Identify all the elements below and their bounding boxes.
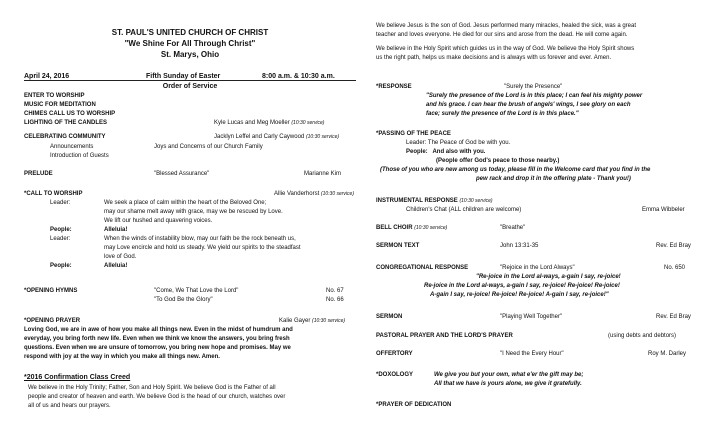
people-response-1: Alleluia! — [104, 227, 128, 233]
response-line-2: and his grace. I can hear the brush of angels' wings, I see glory on each — [426, 102, 631, 108]
announcements: Announcements — [50, 144, 94, 150]
bell-choir — [376, 224, 447, 232]
creed-line-3: all of us and hears our prayers. — [28, 403, 111, 409]
peace-people-label: People: — [406, 149, 428, 155]
joys-concerns: Joys and Concerns of our Church Family — [154, 144, 263, 150]
hymn-1-title: "Come, We That Love the Lord" — [154, 288, 239, 294]
prelude-title: "Blessed Assurance" — [154, 171, 210, 177]
lighting-note: (10:30 service) — [291, 120, 325, 126]
chat-leader: Emma Wibbeler — [642, 207, 685, 213]
prayer-line-2: everyday, you bring forth new life. Even when we think we know the answers, you bring fresh — [24, 336, 290, 342]
rejoice-line-2: Re-joice in the Lord al-ways, a-gain I say, re-joice! Re-joice! Re-joice! — [424, 283, 620, 289]
instrumental-response — [376, 197, 493, 205]
prayer-line-4: respond with joy at the way in which you make all things new. Amen. — [24, 354, 220, 360]
creed-line-1: We believe in the Holy Trinity; Father, Son and Holy Spirit. We believe God is the Father of all — [28, 385, 276, 391]
leader-line-2b: may Love encircle and hold us steady. We yield our spirits to the steadfast — [104, 245, 301, 251]
leader-label-1: Leader: — [50, 200, 71, 206]
creed-spirit-line-1: We believe in the Holy Spirit which guides us in the way of God. We believe the Holy Spirit shows — [376, 46, 635, 52]
chimes: CHIMES CALL US TO WORSHIP — [24, 111, 116, 117]
people-label-1: People: — [50, 227, 72, 233]
childrens-chat: Children's Chat (ALL children are welcome) — [406, 207, 522, 213]
call-leader-name: Allie Vanderhorst — [274, 191, 320, 197]
pastoral-prayer-heading: PASTORAL PRAYER AND THE LORD'S PRAYER — [376, 333, 513, 339]
leader-line-2c: love of God. — [104, 254, 137, 260]
lighting-candles: LIGHTING OF THE CANDLES — [24, 120, 107, 126]
prayer-line-3: questions. Even when we are unsure of tomorrow, you bring new hope and promises. May we — [24, 345, 291, 351]
response-line-1: "Surely the presence of the Lord is in this place; I can feel his mighty power — [426, 93, 643, 99]
church-motto: "We Shine For All Through Christ" — [124, 39, 256, 48]
offertory-title: "I Need the Every Hour" — [500, 351, 564, 357]
church-city: St. Marys, Ohio — [160, 50, 220, 59]
rejoice-line-3: A-gain I say, re-joice! Re-joice! Re-joice! A-gain I say, re-joice!" — [430, 292, 609, 298]
enter-to-worship: ENTER TO WORSHIP — [24, 93, 85, 99]
prayer-of-dedication-heading: *PRAYER OF DEDICATION — [376, 402, 452, 408]
creed-spirit-line-2: us the right path, helps us make decisions and is always with us forever and ever. Amen. — [376, 55, 612, 61]
peace-people-text: And also with you. — [432, 149, 486, 155]
leader-label-2: Leader: — [50, 236, 71, 242]
bell-choir-note: (10:30 service) — [414, 225, 448, 231]
rejoice-line-1: "Re-joice in the Lord al-ways, a-gain I say, re-joice! — [476, 274, 621, 280]
hymn-2-number: No. 66 — [326, 297, 344, 303]
peace-offer: (People offer God's peace to those nearby.) — [436, 158, 560, 164]
sermon-title: "Playing Well Together" — [500, 314, 563, 320]
opening-prayer: *OPENING PRAYER — [24, 318, 81, 324]
creed-jesus-line-1: We believe Jesus is the son of God. Jesus performed many miracles, healed the sick, was a great — [376, 23, 637, 29]
sermon-heading: SERMON — [376, 314, 403, 320]
response-title: "Surely the Presence" — [504, 84, 563, 90]
service-times: 8:00 a.m. & 10:30 a.m. — [262, 73, 335, 80]
date-rule — [24, 80, 356, 81]
offertory-heading: OFFERTORY — [376, 351, 413, 357]
sermon-pastor: Rev. Ed Bray — [656, 314, 691, 320]
celebrating-note: (10:30 service) — [305, 134, 340, 140]
prelude-performer: Marianne Kim — [304, 171, 342, 177]
leader-line-1c: We lift our hushed and quavering voices. — [104, 218, 213, 224]
opening-hymns: *OPENING HYMNS — [24, 288, 78, 294]
response-heading: *RESPONSE — [376, 84, 412, 90]
celebrating-who — [214, 133, 339, 141]
response-line-3: face; surely the presence of the Lord is in this place." — [426, 111, 579, 117]
bell-choir-title: "Breathe" — [500, 225, 526, 231]
peace-people — [406, 148, 485, 156]
prayer-who — [279, 317, 345, 325]
congregational-response-number: No. 650 — [664, 265, 686, 271]
confirmation-creed-heading: *2016 Confirmation Class Creed — [24, 374, 131, 381]
creed-jesus-line-2: teacher and loves everyone. He died for our sins and arose from the dead. He will come again. — [376, 32, 628, 38]
prayer-leader-name: Kalie Gayer — [279, 318, 311, 324]
leader-line-2a: When the winds of instability blow, may our faith be the rock beneath us, — [104, 236, 296, 242]
lighting-names: Kyle Lucas and Meg Moeller — [214, 120, 290, 126]
sermon-text-reference: John 13:31-35 — [500, 243, 539, 249]
offertory-composer: Roy M. Darley — [648, 351, 687, 357]
call-to-worship: *CALL TO WORSHIP — [24, 191, 83, 197]
lighting-who — [214, 119, 324, 127]
bell-choir-heading: BELL CHOIR — [376, 225, 413, 231]
instrumental-heading: INSTRUMENTAL RESPONSE — [376, 198, 458, 204]
prayer-line-1: Loving God, we are in awe of how you make all things new. Even in the midst of humdrum and — [24, 327, 293, 333]
peace-welcome-line-2: pew rack and drop it in the offering plate - Thank you!) — [476, 176, 631, 182]
peace-welcome-line-1: (Those of you who are new among us today, please fill in the Welcome card that you find in the — [380, 167, 651, 173]
congregational-response-heading: CONGREGATIONAL RESPONSE — [376, 265, 469, 271]
instrumental-note: (10:30 service) — [459, 198, 493, 204]
prelude: PRELUDE — [24, 171, 53, 177]
leader-line-1a: We seek a place of calm within the heart of the Beloved One; — [104, 200, 267, 206]
call-who — [274, 190, 354, 198]
order-of-service: Order of Service — [162, 83, 218, 90]
prayer-note: (10:30 service) — [312, 318, 346, 324]
doxology-heading: *DOXOLOGY — [376, 372, 414, 378]
celebrating-community: CELEBRATING COMMUNITY — [24, 134, 106, 140]
music-for-meditation: MUSIC FOR MEDITATION — [24, 102, 96, 108]
doxology-line-1: We give you but your own, what e'er the gift may be; — [434, 372, 584, 378]
sermon-text-heading: SERMON TEXT — [376, 243, 420, 249]
creed-line-2: people and creator of heaven and earth. We believe God is the head of our church, watches over — [28, 394, 286, 400]
call-note: (10:30 service) — [320, 191, 354, 197]
doxology-line-2: All that we have is yours alone, we give it gratefully. — [434, 381, 582, 387]
passing-peace-heading: *PASSING OF THE PEACE — [376, 131, 451, 137]
hymn-2-title: "To God Be the Glory" — [154, 297, 213, 303]
introduction-guests: Introduction of Guests — [50, 153, 109, 159]
sermon-text-pastor: Rev. Ed Bray — [656, 243, 691, 249]
leader-line-1b: may our shame melt away with grace, may we be rescued by Love. — [104, 209, 283, 215]
celebrating-names: Jacklyn Leffel and Carly Caywood — [214, 134, 305, 140]
service-date: April 24, 2016 — [24, 73, 70, 80]
people-label-2: People: — [50, 263, 72, 269]
people-response-2: Alleluia! — [104, 263, 128, 269]
pastoral-prayer-note: (using debts and debtors) — [608, 333, 677, 339]
church-name: ST. PAUL'S UNITED CHURCH OF CHRIST — [111, 28, 269, 37]
peace-leader: Leader: The Peace of God be with you. — [406, 140, 511, 146]
service-sunday: Fifth Sunday of Easter — [146, 73, 221, 80]
hymn-1-number: No. 67 — [326, 288, 344, 294]
congregational-response-title: "Rejoice in the Lord Always" — [500, 265, 575, 271]
